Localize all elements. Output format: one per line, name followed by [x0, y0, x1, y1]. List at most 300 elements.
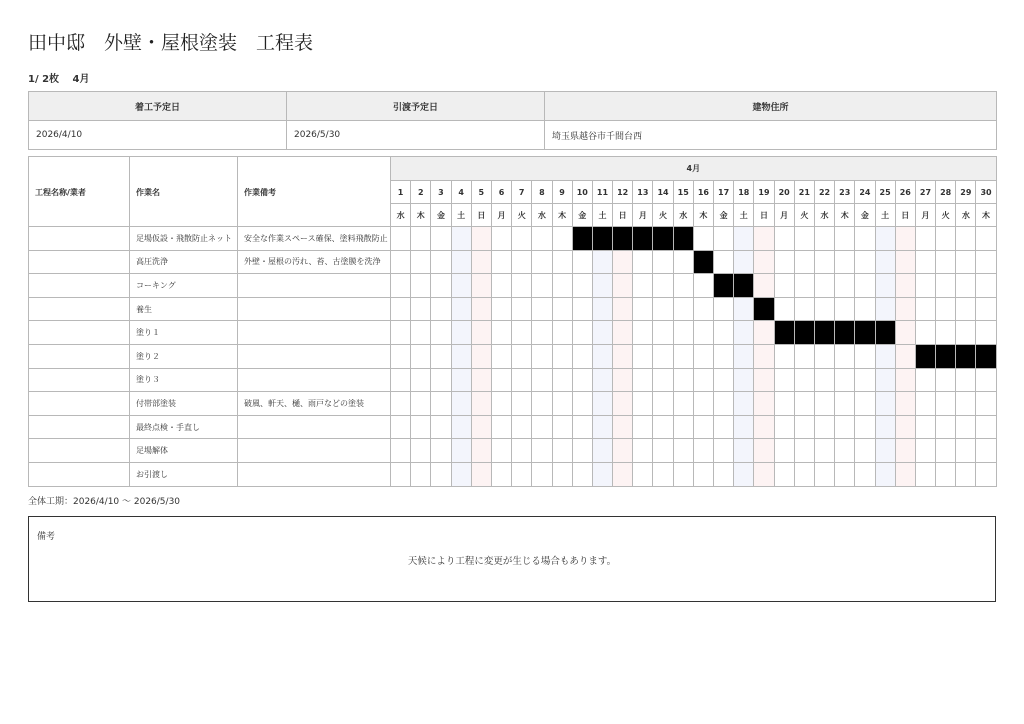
schedule-cell	[552, 368, 572, 392]
schedule-cell	[633, 250, 653, 274]
schedule-cell	[592, 392, 612, 416]
schedule-cell	[855, 250, 875, 274]
day-number: 3	[431, 181, 451, 204]
schedule-cell	[754, 439, 774, 463]
weekday-label: 土	[734, 204, 754, 227]
schedule-cell	[532, 439, 552, 463]
schedule-cell	[936, 250, 956, 274]
schedule-cell	[835, 439, 855, 463]
schedule-cell	[835, 368, 855, 392]
schedule-cell	[693, 439, 713, 463]
task-remarks: 破風、軒天、樋、雨戸などの塗装	[238, 392, 391, 416]
schedule-cell	[855, 415, 875, 439]
schedule-cell	[976, 274, 996, 298]
task-company	[29, 344, 130, 368]
schedule-cell	[653, 321, 673, 345]
schedule-bar-cell	[714, 274, 734, 298]
schedule-cell	[391, 297, 411, 321]
day-number: 28	[936, 181, 956, 204]
schedule-bar-cell	[814, 321, 834, 345]
schedule-cell	[714, 462, 734, 486]
schedule-cell	[875, 227, 895, 251]
schedule-cell	[835, 344, 855, 368]
schedule-cell	[552, 321, 572, 345]
schedule-cell	[895, 368, 915, 392]
schedule-cell	[814, 415, 834, 439]
schedule-cell	[774, 462, 794, 486]
schedule-cell	[956, 250, 976, 274]
schedule-cell	[714, 392, 734, 416]
schedule-cell	[512, 462, 532, 486]
schedule-cell	[915, 462, 935, 486]
schedule-cell	[391, 321, 411, 345]
schedule-cell	[714, 250, 734, 274]
weekday-label: 日	[471, 204, 491, 227]
schedule-cell	[673, 250, 693, 274]
page-title: 田中邸 外壁・屋根塗装 工程表	[28, 32, 314, 54]
schedule-cell	[734, 344, 754, 368]
schedule-cell	[956, 297, 976, 321]
schedule-cell	[512, 274, 532, 298]
schedule-cell	[714, 227, 734, 251]
day-number: 1	[391, 181, 411, 204]
schedule-cell	[774, 439, 794, 463]
weekday-label: 日	[613, 204, 633, 227]
schedule-cell	[855, 227, 875, 251]
schedule-cell	[895, 439, 915, 463]
schedule-cell	[875, 462, 895, 486]
schedule-cell	[552, 297, 572, 321]
schedule-cell	[835, 250, 855, 274]
task-remarks	[238, 274, 391, 298]
schedule-cell	[895, 321, 915, 345]
schedule-cell	[794, 368, 814, 392]
schedule-cell	[693, 415, 713, 439]
task-company	[29, 462, 130, 486]
task-name: 塗り３	[130, 368, 238, 392]
weekday-label: 土	[592, 204, 612, 227]
task-column-header: 作業名	[130, 157, 238, 227]
schedule-cell	[814, 368, 834, 392]
schedule-cell	[512, 297, 532, 321]
day-number: 15	[673, 181, 693, 204]
schedule-cell	[431, 227, 451, 251]
schedule-cell	[532, 297, 552, 321]
schedule-cell	[512, 321, 532, 345]
schedule-cell	[734, 462, 754, 486]
address-value: 埼玉県越谷市千間台西	[545, 121, 997, 150]
schedule-cell	[714, 344, 734, 368]
schedule-cell	[592, 274, 612, 298]
schedule-cell	[774, 297, 794, 321]
schedule-bar-cell	[976, 344, 996, 368]
schedule-cell	[633, 439, 653, 463]
schedule-cell	[814, 439, 834, 463]
task-remarks	[238, 321, 391, 345]
day-number: 13	[633, 181, 653, 204]
schedule-cell	[471, 321, 491, 345]
schedule-cell	[592, 297, 612, 321]
schedule-cell	[855, 439, 875, 463]
schedule-cell	[774, 415, 794, 439]
schedule-cell	[936, 439, 956, 463]
weekday-label: 月	[491, 204, 511, 227]
day-number: 5	[471, 181, 491, 204]
schedule-cell	[572, 250, 592, 274]
schedule-cell	[814, 344, 834, 368]
task-remarks	[238, 415, 391, 439]
day-number: 19	[754, 181, 774, 204]
task-name: お引渡し	[130, 462, 238, 486]
schedule-cell	[532, 250, 552, 274]
schedule-cell	[411, 415, 431, 439]
task-company	[29, 368, 130, 392]
schedule-cell	[875, 415, 895, 439]
task-name: 最終点検・手直し	[130, 415, 238, 439]
schedule-cell	[491, 250, 511, 274]
day-number: 18	[734, 181, 754, 204]
schedule-cell	[673, 321, 693, 345]
schedule-cell	[956, 439, 976, 463]
schedule-cell	[431, 368, 451, 392]
schedule-cell	[471, 392, 491, 416]
schedule-cell	[956, 392, 976, 416]
schedule-cell	[491, 274, 511, 298]
schedule-cell	[835, 392, 855, 416]
day-number: 23	[835, 181, 855, 204]
schedule-cell	[673, 392, 693, 416]
schedule-cell	[774, 227, 794, 251]
day-number: 4	[451, 181, 471, 204]
day-number: 11	[592, 181, 612, 204]
schedule-bar-cell	[592, 227, 612, 251]
schedule-cell	[814, 227, 834, 251]
schedule-cell	[895, 344, 915, 368]
task-remarks: 安全な作業スペース確保、塗料飛散防止	[238, 227, 391, 251]
schedule-cell	[613, 250, 633, 274]
schedule-cell	[491, 321, 511, 345]
day-number: 29	[956, 181, 976, 204]
task-row	[29, 462, 997, 486]
schedule-cell	[814, 297, 834, 321]
schedule-cell	[471, 297, 491, 321]
address-header: 建物住所	[545, 92, 997, 121]
schedule-cell	[976, 227, 996, 251]
schedule-cell	[976, 250, 996, 274]
schedule-cell	[915, 368, 935, 392]
schedule-cell	[673, 462, 693, 486]
schedule-cell	[653, 368, 673, 392]
day-number: 25	[875, 181, 895, 204]
task-company	[29, 415, 130, 439]
schedule-cell	[895, 274, 915, 298]
schedule-cell	[754, 274, 774, 298]
schedule-cell	[471, 227, 491, 251]
schedule-cell	[572, 321, 592, 345]
weekday-label: 水	[956, 204, 976, 227]
schedule-cell	[572, 415, 592, 439]
schedule-cell	[411, 392, 431, 416]
schedule-cell	[734, 321, 754, 345]
schedule-cell	[754, 368, 774, 392]
schedule-cell	[431, 274, 451, 298]
schedule-cell	[653, 415, 673, 439]
schedule-cell	[936, 321, 956, 345]
task-row	[29, 415, 997, 439]
schedule-cell	[915, 321, 935, 345]
schedule-cell	[693, 368, 713, 392]
task-company	[29, 250, 130, 274]
day-number: 26	[895, 181, 915, 204]
page-info	[28, 70, 100, 85]
schedule-cell	[471, 344, 491, 368]
schedule-cell	[895, 462, 915, 486]
schedule-cell	[693, 274, 713, 298]
delivery-date-value: 2026/5/30	[287, 121, 545, 150]
schedule-cell	[491, 415, 511, 439]
schedule-cell	[532, 344, 552, 368]
schedule-cell	[693, 227, 713, 251]
schedule-cell	[431, 344, 451, 368]
schedule-cell	[391, 415, 411, 439]
schedule-cell	[411, 274, 431, 298]
schedule-cell	[613, 415, 633, 439]
schedule-cell	[451, 462, 471, 486]
schedule-cell	[714, 439, 734, 463]
schedule-cell	[512, 344, 532, 368]
schedule-cell	[875, 250, 895, 274]
schedule-cell	[653, 274, 673, 298]
schedule-cell	[956, 368, 976, 392]
schedule-bar-cell	[936, 344, 956, 368]
schedule-cell	[814, 462, 834, 486]
day-number: 22	[814, 181, 834, 204]
schedule-cell	[653, 392, 673, 416]
schedule-cell	[391, 227, 411, 251]
schedule-cell	[532, 368, 552, 392]
weekday-label: 日	[895, 204, 915, 227]
schedule-cell	[754, 462, 774, 486]
day-number: 8	[532, 181, 552, 204]
schedule-cell	[391, 344, 411, 368]
weekday-label: 木	[835, 204, 855, 227]
schedule-cell	[471, 415, 491, 439]
schedule-cell	[572, 392, 592, 416]
schedule-cell	[491, 392, 511, 416]
schedule-cell	[491, 297, 511, 321]
start-date-value: 2026/4/10	[29, 121, 287, 150]
schedule-cell	[552, 250, 572, 274]
schedule-cell	[592, 321, 612, 345]
weekday-label: 金	[572, 204, 592, 227]
schedule-cell	[835, 462, 855, 486]
day-number: 27	[915, 181, 935, 204]
schedule-cell	[754, 392, 774, 416]
task-company	[29, 274, 130, 298]
task-row	[29, 227, 997, 251]
schedule-cell	[633, 415, 653, 439]
schedule-bar-cell	[875, 321, 895, 345]
schedule-cell	[451, 392, 471, 416]
schedule-cell	[512, 415, 532, 439]
month-header: 4月	[391, 157, 997, 181]
schedule-cell	[613, 274, 633, 298]
schedule-cell	[714, 297, 734, 321]
schedule-cell	[774, 368, 794, 392]
schedule-cell	[572, 439, 592, 463]
schedule-cell	[613, 439, 633, 463]
schedule-cell	[895, 297, 915, 321]
schedule-cell	[411, 227, 431, 251]
schedule-cell	[936, 462, 956, 486]
task-row	[29, 274, 997, 298]
schedule-cell	[936, 274, 956, 298]
schedule-cell	[411, 368, 431, 392]
schedule-cell	[431, 321, 451, 345]
schedule-cell	[572, 274, 592, 298]
schedule-cell	[451, 415, 471, 439]
schedule-cell	[491, 368, 511, 392]
schedule-cell	[411, 321, 431, 345]
schedule-cell	[471, 250, 491, 274]
schedule-cell	[754, 250, 774, 274]
task-name: 付帯部塗装	[130, 392, 238, 416]
schedule-cell	[391, 250, 411, 274]
schedule-cell	[754, 227, 774, 251]
schedule-cell	[572, 344, 592, 368]
schedule-cell	[552, 392, 572, 416]
day-number: 9	[552, 181, 572, 204]
schedule-cell	[532, 392, 552, 416]
schedule-cell	[532, 462, 552, 486]
schedule-cell	[835, 415, 855, 439]
schedule-cell	[693, 344, 713, 368]
schedule-cell	[572, 462, 592, 486]
schedule-cell	[754, 415, 774, 439]
schedule-cell	[915, 250, 935, 274]
task-row	[29, 392, 997, 416]
weekday-label: 月	[774, 204, 794, 227]
schedule-cell	[794, 392, 814, 416]
weekday-label: 木	[552, 204, 572, 227]
schedule-cell	[915, 415, 935, 439]
schedule-cell	[431, 462, 451, 486]
schedule-bar-cell	[673, 227, 693, 251]
schedule-cell	[915, 392, 935, 416]
schedule-cell	[451, 274, 471, 298]
schedule-cell	[794, 415, 814, 439]
day-number: 24	[855, 181, 875, 204]
schedule-cell	[976, 439, 996, 463]
schedule-cell	[491, 344, 511, 368]
page-number: 1/ 2枚	[28, 74, 60, 85]
schedule-cell	[451, 321, 471, 345]
schedule-cell	[936, 392, 956, 416]
schedule-cell	[693, 392, 713, 416]
schedule-cell	[411, 462, 431, 486]
schedule-cell	[774, 344, 794, 368]
day-number: 12	[613, 181, 633, 204]
schedule-cell	[956, 321, 976, 345]
schedule-cell	[774, 250, 794, 274]
schedule-cell	[471, 439, 491, 463]
schedule-cell	[411, 439, 431, 463]
task-row	[29, 439, 997, 463]
task-remarks	[238, 439, 391, 463]
weekday-label: 水	[391, 204, 411, 227]
schedule-cell	[814, 274, 834, 298]
schedule-cell	[653, 297, 673, 321]
schedule-cell	[451, 368, 471, 392]
task-row	[29, 321, 997, 345]
schedule-cell	[855, 297, 875, 321]
schedule-cell	[633, 321, 653, 345]
weekday-label: 月	[915, 204, 935, 227]
day-number: 2	[411, 181, 431, 204]
schedule-cell	[552, 274, 572, 298]
schedule-cell	[774, 274, 794, 298]
schedule-cell	[754, 344, 774, 368]
schedule-bar-cell	[754, 297, 774, 321]
schedule-cell	[451, 439, 471, 463]
schedule-cell	[391, 274, 411, 298]
schedule-cell	[633, 344, 653, 368]
schedule-cell	[592, 415, 612, 439]
schedule-bar-cell	[794, 321, 814, 345]
task-row	[29, 344, 997, 368]
schedule-cell	[491, 227, 511, 251]
schedule-cell	[673, 344, 693, 368]
schedule-cell	[451, 297, 471, 321]
schedule-bar-cell	[915, 344, 935, 368]
schedule-cell	[673, 297, 693, 321]
project-info-table	[28, 91, 997, 150]
schedule-cell	[491, 462, 511, 486]
weekday-label: 金	[431, 204, 451, 227]
schedule-cell	[431, 439, 451, 463]
company-column-header: 工程名称/業者	[29, 157, 130, 227]
schedule-cell	[431, 297, 451, 321]
schedule-cell	[855, 368, 875, 392]
schedule-cell	[794, 297, 814, 321]
schedule-cell	[673, 415, 693, 439]
schedule-cell	[512, 439, 532, 463]
task-company	[29, 227, 130, 251]
schedule-bar-cell	[693, 250, 713, 274]
schedule-cell	[592, 250, 612, 274]
task-name: コーキング	[130, 274, 238, 298]
day-number: 20	[774, 181, 794, 204]
schedule-cell	[613, 344, 633, 368]
schedule-cell	[956, 462, 976, 486]
schedule-cell	[875, 392, 895, 416]
weekday-label: 火	[794, 204, 814, 227]
schedule-cell	[895, 250, 915, 274]
schedule-cell	[613, 462, 633, 486]
schedule-cell	[855, 392, 875, 416]
task-company	[29, 321, 130, 345]
schedule-cell	[552, 462, 572, 486]
notes-label: 備考	[37, 532, 56, 542]
schedule-cell	[734, 368, 754, 392]
task-name: 塗り１	[130, 321, 238, 345]
weekday-label: 木	[976, 204, 996, 227]
schedule-cell	[613, 392, 633, 416]
schedule-cell	[734, 392, 754, 416]
schedule-cell	[875, 368, 895, 392]
weekday-label: 土	[875, 204, 895, 227]
schedule-cell	[391, 439, 411, 463]
